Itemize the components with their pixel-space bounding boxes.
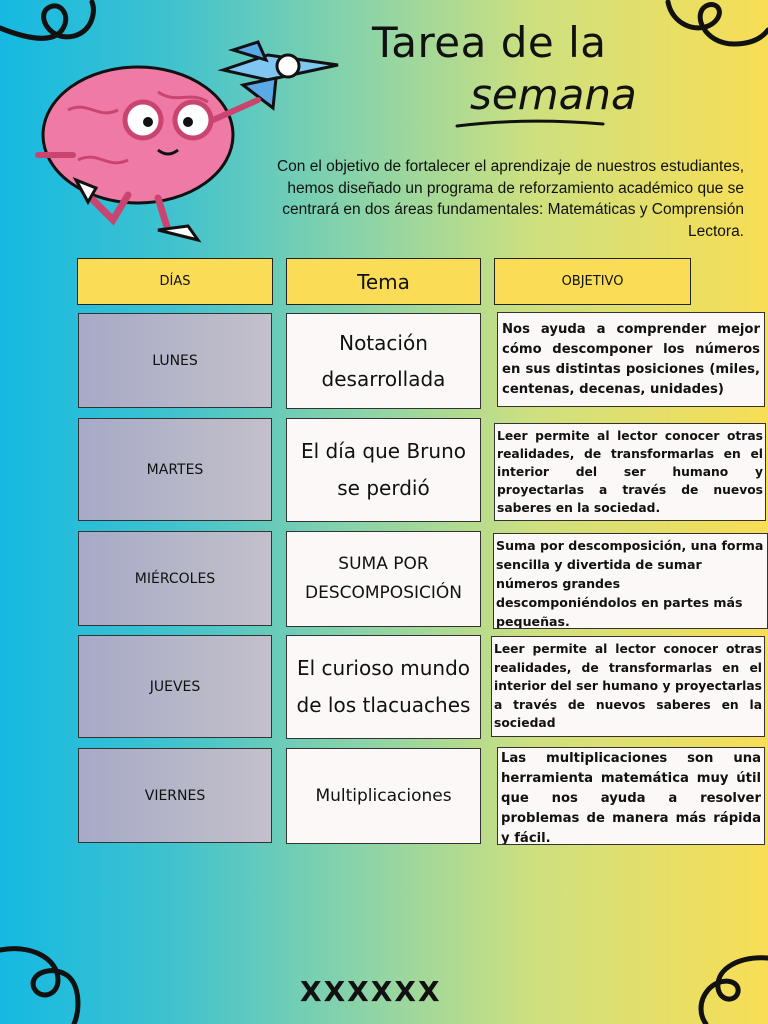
page-title-line2: semana [470,70,637,119]
header-objective: OBJETIVO [494,258,691,305]
topic-cell-lunes: Notación desarrollada [286,313,481,409]
day-cell-miercoles: MIÉRCOLES [78,531,272,626]
swirl-doodle-icon [0,930,90,1024]
swirl-doodle-icon [680,950,768,1024]
day-cell-jueves: JUEVES [78,635,272,738]
objective-cell-jueves: Leer permite al lector conocer otras realidades, de transformarlas en el interior del ser humano y proyectarlas a través de nuevos saberes en la sociedad [491,636,765,737]
topic-cell-viernes: Multiplicaciones [286,748,481,844]
objective-cell-viernes: Las multiplicaciones son una herramienta matemática muy útil que nos ayuda a resolver problemas de manera más rápida y fácil. [497,747,765,845]
rocket-icon [223,42,338,108]
title-underline [455,118,605,130]
day-cell-lunes: LUNES [78,313,272,408]
topic-cell-miercoles: SUMA POR DESCOMPOSICIÓN [286,531,481,627]
objective-cell-miercoles: Suma por descomposición, una forma sencilla y divertida de sumar números grandes descomponiéndolos en partes más pequeñas. [493,533,768,629]
footer-x-marks: XXXXXX [300,975,442,1008]
objective-cell-martes: Leer permite al lector conocer otras realidades, de transformarlas en el interior del ser humano y proyectarlas a través de nuevos saberes en la sociedad. [494,423,766,521]
swirl-doodle-icon [660,0,768,70]
intro-paragraph: Con el objetivo de fortalecer el aprendizaje de nuestros estudiantes, hemos diseñado un programa de reforzamiento académico que se centrará en dos áreas fundamentales: Matemáticas y Comprensión Lectora. [276,158,744,240]
day-cell-martes: MARTES [78,418,272,521]
topic-cell-martes: El día que Bruno se perdió [286,418,481,522]
page-title: Tarea de la [372,18,607,67]
topic-cell-jueves: El curioso mundo de los tlacuaches [286,635,481,739]
day-cell-viernes: VIERNES [78,748,272,843]
brain-icon [38,67,258,240]
header-days: DÍAS [77,258,273,305]
header-topic: Tema [286,258,481,305]
objective-cell-lunes: Nos ayuda a comprender mejor cómo descomponer los números en sus distintas posiciones (miles, centenas, decenas, unidades) [497,312,765,407]
